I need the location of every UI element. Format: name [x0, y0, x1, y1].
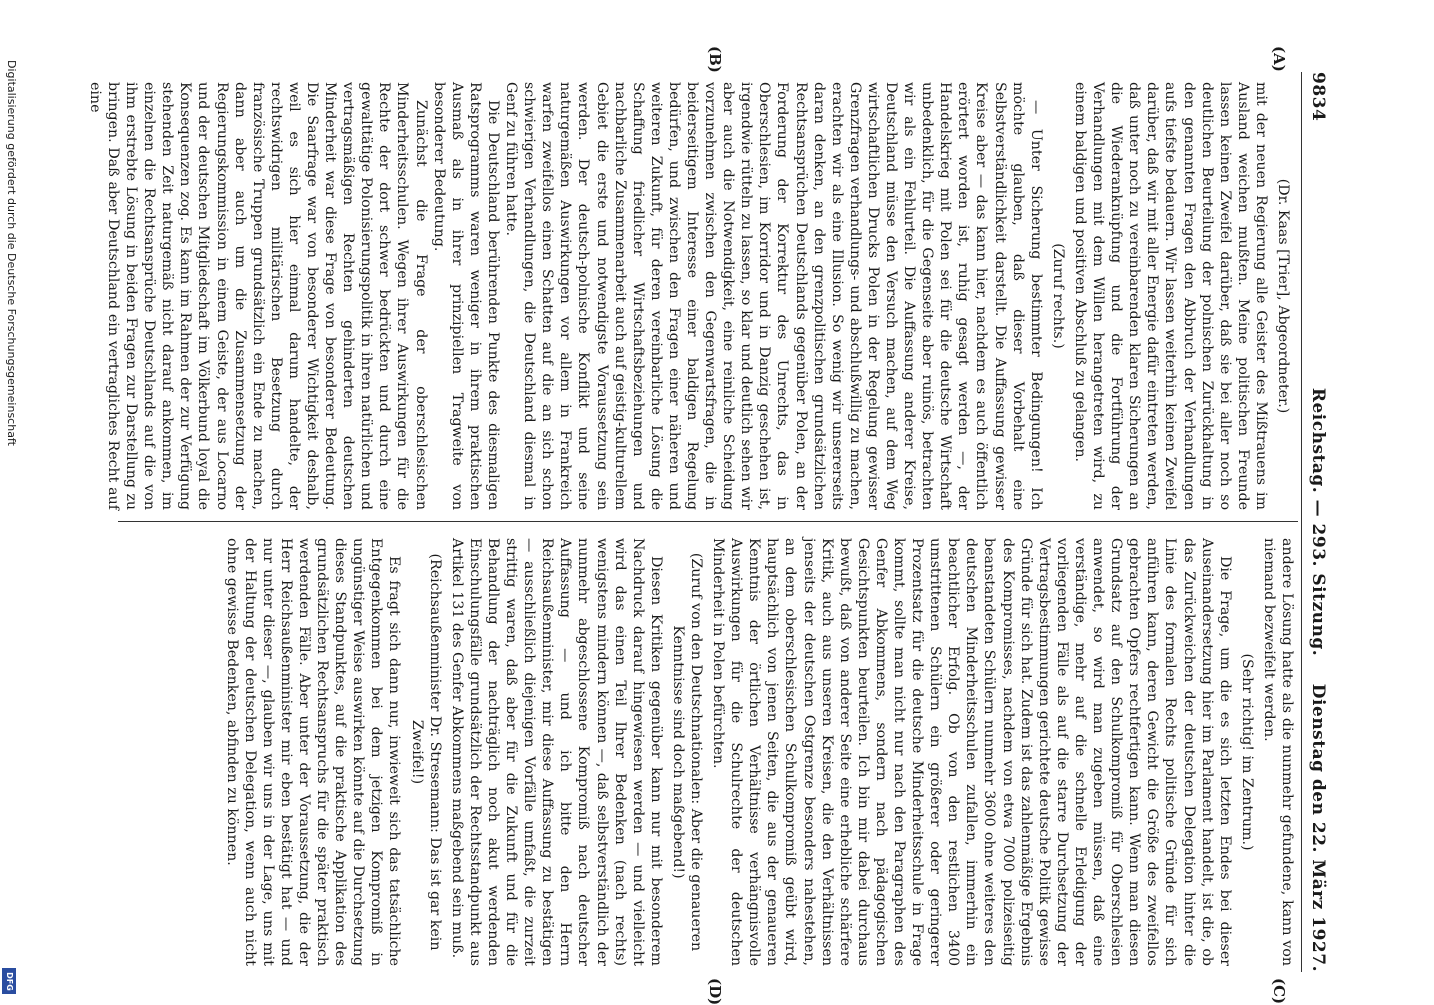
paragraph: Die Frage, um die es sich letzten Endes bei dieser Auseinandersetzung hier im Parlament handelt, ist die, ob das Zurückweichen der deutschen Delegation hinter die Linie des formalen Rechts politische Gründe für sich anführen kann, deren Gewicht die Größe des zweifellos gebrachten Opfers rechtfertigen kann. Wenn man diesen Grundsatz auf den Schulkompromiß für Oberschlesien anwendet, so wird man zugeben müssen, daß eine verständige, mehr auf die schnelle Erledigung der vorliegenden Fälle als auf die starre Durchsetzung der Vertragsbestimmungen gerichtete deutsche Politik gewisse Gründe für sich hat. Zudem ist das zahlenmäßige Ergebnis des Kompromisses, nachdem von etwa 7000 polizeiseitig beanstandeten Schülern nunmehr 3600 ohne weiteres den deutschen Minderheitsschulen zufallen, immerhin ein beachtlicher Erfolg. Ob von den restlichen 3400 umstrittenen Schülern ein größerer oder geringerer Prozentsatz für die deutsche Minderheitsschule in Frage kommt, sollte man nicht nur nach den Paragraphen des Genfer Abkommens, sondern nach pädagogischen Gesichtspunkten beurteilen. Ich bin mir dabei durchaus bewußt, daß von anderer Seite eine erhebliche schärfere Kritik, auch aus unseren Kreisen, die den Verhältnissen jenseits der deutschen Ostgrenze besonders nahestehen, an dem oberschlesischen Schulkompromiß geübt wird, hauptsächlich von jenen Seiten, die aus der genaueren Kenntnis der örtlichen Verhältnisse verhängnisvolle Auswirkungen für die Schulrechte der deutschen Minderheit in Polen befürchten.: [710, 538, 1233, 966]
speaker-line: (Dr. Kaas [Trier], Abgeordneter.): [1275, 178, 1291, 414]
paragraph: mit der neuen Regierung alle Geister des Mißtrauens im Ausland weichen mußten. Meine politischen Freunde lassen keinen Zweifel darüber, daß sie bei aller noch so deutlichen Beurteilung der polnischen Zurückhaltung in den genannten Fragen den Abbruch der Verhandlungen aufs tiefste bedauern. Wir lassen weiterhin keinen Zweifel darüber, daß wir mit aller Energie dafür eintreten werden, daß unter noch zu vereinbarenden klaren Sicherungen an die Wiederanknüpfung und die Fortführung der Verhandlungen mit dem Willen herangetreten wird, zu einem baldigen und positiven Abschluß zu gelangen.: [1071, 82, 1269, 510]
paragraph: Es fragt sich dann nur, inwieweit sich das tatsächliche Entgegenkommen bei dem jetzigen Kompromiß in ungünstiger Weise auswirken könnte auf die Durchsetzung dieses Standpunktes, auf die praktische Applikation des grundsätzlichen Rechtsanspruchs für die später praktisch werdenden Fälle. Aber unter der Voraussetzung, die der Herr Reichsaußenminister mir eben bestätigt hat — und nur unter dieser —, glauben wir uns in der Lage, uns mit der Haltung der deutschen Delegation, wenn auch nicht ohne gewisse Bedenken, abfinden zu können.: [223, 538, 403, 966]
margin-marker-c: (C): [1270, 978, 1288, 1005]
margin-marker-b: (B): [706, 46, 724, 73]
margin-marker-d: (D): [706, 978, 724, 1005]
interjection: (Sehr richtig! im Zentrum.): [1238, 653, 1255, 851]
paragraph: Die Deutschland berührenden Punkte des diesmaligen Ratsprogramms waren weniger in ihrem praktischen Ausmaß als in ihrer prinzipiellen Tragweite von besonderer Bedeutung.: [430, 82, 501, 510]
session-date: Dienstag den 22. März 1927.: [1308, 683, 1328, 972]
digitization-credit: [4, 60, 20, 990]
dfg-logo-text: DFG: [4, 971, 14, 991]
interjection: (Reichsaußenminister Dr. Stresemann: Das ist gar kein Zweifel!): [408, 553, 443, 951]
header-rule: [1301, 72, 1302, 972]
right-column: [223, 538, 1296, 966]
interjection: (Zuruf von den Deutschnationalen: Aber die genaueren Kenntnisse sind doch maßgebend!): [669, 552, 704, 952]
digitization-credit-text: Digitalisierung gefördert durch die Deutsche Forschungsgemeinschaft: [5, 60, 18, 446]
column-divider: [118, 521, 1298, 522]
margin-marker-a: (A): [1270, 46, 1288, 72]
paragraph: Diesen Kritiken gegenüber kann nur mit besonderem Nachdruck darauf hingewiesen werden — und vielleicht wird das einen Teil Ihrer Bedenken (nach rechts) wenigstens mindern können —, daß selbstverständlich der nunmehr abgeschlossene Kompromiß nach deutscher Auffassung — und ich bitte den Herrn Reichsaußenminister, mir diese Auffassung zu bestätigen — ausschließlich diejenigen Vorfälle umfaßt, die zurzeit strittig waren, daß aber für die Zukunft und für die Behandlung der nachträglich noch akut werdenden Einschulungsfälle grundsätzlich der Rechtsstandpunkt aus Artikel 131 des Genfer Abkommens maßgebend sein muß.: [448, 538, 664, 966]
dfg-logo: [2, 968, 16, 994]
paragraph: Zunächst die Frage der oberschlesischen Minderheitsschulen. Wegen ihrer Auswirkungen für die Rechte der dort schwer bedrückten und durch eine gewalttätige Polonisierungspolitik in ihren natürlichen und vertragsmäßigen Rechten gehinderten deutschen Minderheit war diese Frage von besonderer Bedeutung. Die Saarfrage war von besonderer Wichtigkeit deshalb, weil es sich hier einmal darum handelte, der rechtswidrigen militärischen Besetzung durch französische Truppen grundsätzlich ein Ende zu machen, dann aber auch um die Zusammensetzung der Regierungskommission in einem Geiste, der aus Locarno und der deutschen Mitgliedschaft im Völkerbund loyal die Konsequenzen zog. Es kann im Rahmen der zur Verfügung stehenden Zeit naturgemäß nicht darauf ankommen, im einzelnen die Rechtsansprüche Deutschlands auf die von ihm erstrebte Lösung in beiden Fragen zur Darstellung zu bringen. Daß aber Deutschland ein vertragliches Recht auf eine: [86, 82, 429, 510]
page-header: [1304, 72, 1328, 972]
page-number: 9834: [1308, 72, 1328, 122]
left-column: [86, 82, 1296, 510]
paragraph: — Unter Sicherung bestimmter Bedingungen! Ich möchte glauben, daß dieser Vorbehalt eine Selbstverständlichkeit darstellt. Die Auffassung gewisser Kreise aber — das kann hier, nachdem es auch öffentlich erörtert worden ist, ruhig gesagt werden —, der Handelskrieg mit Polen sei für die deutsche Wirtschaft unbedenklich, für die Gegenseite aber ruinös, betrachten wir als ein Fehlurteil. Die Auffassung anderer Kreise, Deutschland müsse den Versuch machen, auf dem Weg wirtschaftlichen Drucks Polen in der Regelung gewisser Grenzfragen verhandlungs- und abschlußwillig zu machen, erachten wir als eine Illusion. So wenig wir unsererseits daran denken, an den grenzpolitischen grundsätzlichen Rechtsansprüchen Deutschlands gegenüber Polen, an der Forderung der Korrektur des Unrechts, das in Oberschlesien, im Korridor und in Danzig geschehen ist, irgendwie rütteln zu lassen, so klar und deutlich sehen wir aber auch die Notwendigkeit, eine reinliche Scheidung vorzunehmen zwischen den Gegenwartsfragen, die in beiderseitigem Interesse einer baldigen Regelung bedürfen, und zwischen den Fragen einer näheren und weiteren Zukunft, für deren vereinbarliche Lösung die Schaffung friedlicher Wirtschaftsbeziehungen und nachbarliche Zusammenarbeit auch auf geistig-kulturellem Gebiet die erste und notwendigste Voraussetzung sein werden. Der deutsch-polnische Konflikt und seine naturgemäßen Auswirkungen vor allem in Frankreich warfen zweifellos einen Schatten auf die an sich schon schwierigen Verhandlungen, die Deutschland diesmal in Genf zu führen hatte.: [503, 82, 1044, 510]
paragraph: andere Lösung hatte als die nunmehr gefundene, kann von niemand bezweifelt werden.: [1260, 538, 1295, 966]
rotated-document-page: [86, 46, 1328, 1005]
interjection: (Zuruf rechts.): [1049, 243, 1066, 349]
session-title: Reichstag. — 293. Sitzung.: [1308, 387, 1328, 657]
